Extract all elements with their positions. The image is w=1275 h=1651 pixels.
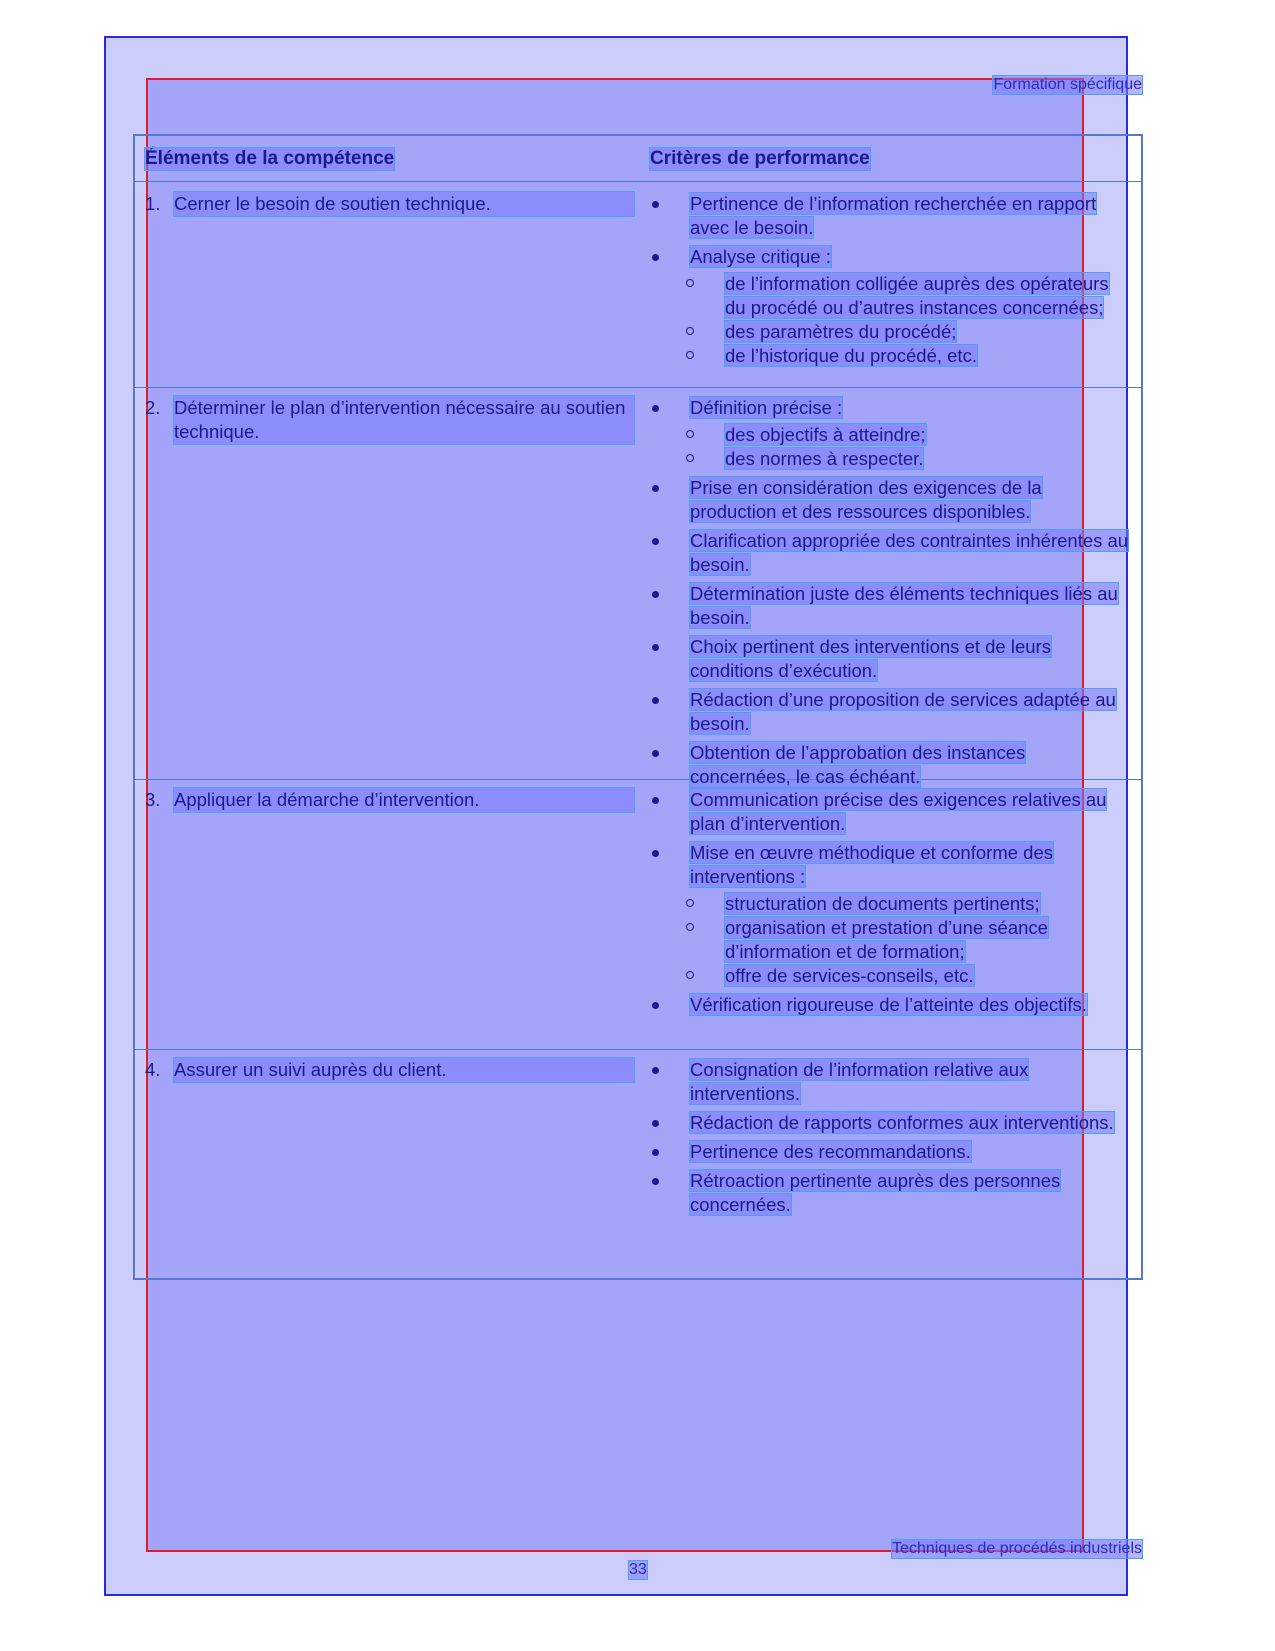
bullet-icon [652,1178,659,1185]
element-number: 1. [145,193,161,214]
bullet-icon [652,201,659,208]
criterion [650,1169,1130,1217]
criterion [650,396,1130,471]
page-header: Formation spécifique [993,76,1142,93]
criterion-text: Consignation de l’information relative aux interventions. [690,1059,1029,1104]
bullet-icon [652,850,659,857]
element-number: 4. [145,1059,161,1080]
criteria-cell [650,396,1130,794]
table-row [135,182,1141,388]
column-header-elements: Éléments de la compétence [145,148,395,169]
criterion [650,529,1130,577]
sub-criterion-text: des normes à respecter. [725,448,924,469]
bullet-icon [652,797,659,804]
sub-criterion-text: structuration de documents pertinents; [725,893,1040,914]
sub-criteria-list [690,892,1130,988]
criterion [650,192,1130,240]
bullet-icon [652,697,659,704]
bullet-icon [652,405,659,412]
circle-bullet-icon [686,923,694,931]
criterion [650,993,1130,1017]
element-text: Assurer un suivi auprès du client. [174,1058,634,1082]
criterion [650,1111,1130,1135]
circle-bullet-icon [686,327,694,335]
bullet-icon [652,591,659,598]
element-number: 2. [145,397,161,418]
sub-criteria-list [690,272,1130,368]
sub-criterion-text: des objectifs à atteindre; [725,424,926,445]
table-row [135,388,1141,787]
circle-bullet-icon [686,430,694,438]
sub-criterion-text: offre de services-conseils, etc. [725,965,974,986]
element-text: Déterminer le plan d’intervention nécessaire au soutien technique. [174,396,634,444]
bullet-icon [652,254,659,261]
criterion [650,841,1130,988]
criterion [650,688,1130,736]
criterion-text: Vérification rigoureuse de l’atteinte des objectifs. [690,994,1087,1015]
criteria-cell [650,788,1130,1022]
criterion-text: Pertinence de l’information recherchée en rapport avec le besoin. [690,193,1097,238]
criterion [650,1058,1130,1106]
table-row [135,780,1141,1050]
bullet-icon [652,1002,659,1009]
sub-criterion-text: des paramètres du procédé; [725,321,957,342]
table-row [135,1050,1141,1282]
criterion-text: Définition précise : [690,397,843,418]
sub-criterion [650,964,1130,988]
criteria-cell [650,1058,1130,1222]
sub-criterion [650,447,1130,471]
element-text: Cerner le besoin de soutien technique. [174,192,634,216]
bullet-icon [652,644,659,651]
element-text: Appliquer la démarche d’intervention. [174,788,634,812]
criterion-text: Prise en considération des exigences de la production et des ressources disponibles. [690,477,1042,522]
criterion-text: Détermination juste des éléments techniques liés au besoin. [690,583,1118,628]
circle-bullet-icon [686,899,694,907]
circle-bullet-icon [686,279,694,287]
criterion-text: Rédaction de rapports conformes aux interventions. [690,1112,1114,1133]
sub-criterion [650,344,1130,368]
bullet-icon [652,1067,659,1074]
bullet-icon [652,750,659,757]
sub-criterion [650,272,1130,320]
criterion-text: Communication précise des exigences relatives au plan d’intervention. [690,789,1107,834]
sub-criterion-text: de l’information colligée auprès des opérateurs du procédé ou d’autres instances concernées; [725,273,1109,318]
circle-bullet-icon [686,971,694,979]
criterion-text: Analyse critique : [690,246,831,267]
criterion [650,635,1130,683]
sub-criterion-text: organisation et prestation d’une séance d’information et de formation; [725,917,1048,962]
sub-criterion [650,423,1130,447]
criterion-text: Obtention de l’approbation des instances concernées, le cas échéant. [690,742,1026,787]
page-number: 33 [629,1561,647,1578]
bullet-icon [652,1149,659,1156]
criterion-text: Pertinence des recommandations. [690,1141,971,1162]
criterion-text: Mise en œuvre méthodique et conforme des interventions : [690,842,1053,887]
criterion-text: Rédaction d’une proposition de services adaptée au besoin. [690,689,1116,734]
bullet-icon [652,485,659,492]
criterion [650,788,1130,836]
criterion [650,1140,1130,1164]
sub-criteria-list [690,423,1130,471]
criterion-text: Clarification appropriée des contraintes inhérentes au besoin. [690,530,1129,575]
criterion [650,582,1130,630]
sub-criterion [650,320,1130,344]
criterion [650,476,1130,524]
sub-criterion [650,892,1130,916]
criterion-text: Rétroaction pertinente auprès des personnes concernées. [690,1170,1061,1215]
criterion [650,245,1130,368]
column-header-criteria: Critères de performance [650,148,870,169]
circle-bullet-icon [686,454,694,462]
competence-table [133,134,1143,1280]
criterion-text: Choix pertinent des interventions et de leurs conditions d’exécution. [690,636,1051,681]
element-number: 3. [145,789,161,810]
sub-criterion [650,916,1130,964]
circle-bullet-icon [686,351,694,359]
bullet-icon [652,538,659,545]
table-header-row [135,136,1141,182]
page-footer: Techniques de procédés industriels [892,1540,1142,1557]
bullet-icon [652,1120,659,1127]
sub-criterion-text: de l’historique du procédé, etc. [725,345,977,366]
criteria-cell [650,192,1130,373]
